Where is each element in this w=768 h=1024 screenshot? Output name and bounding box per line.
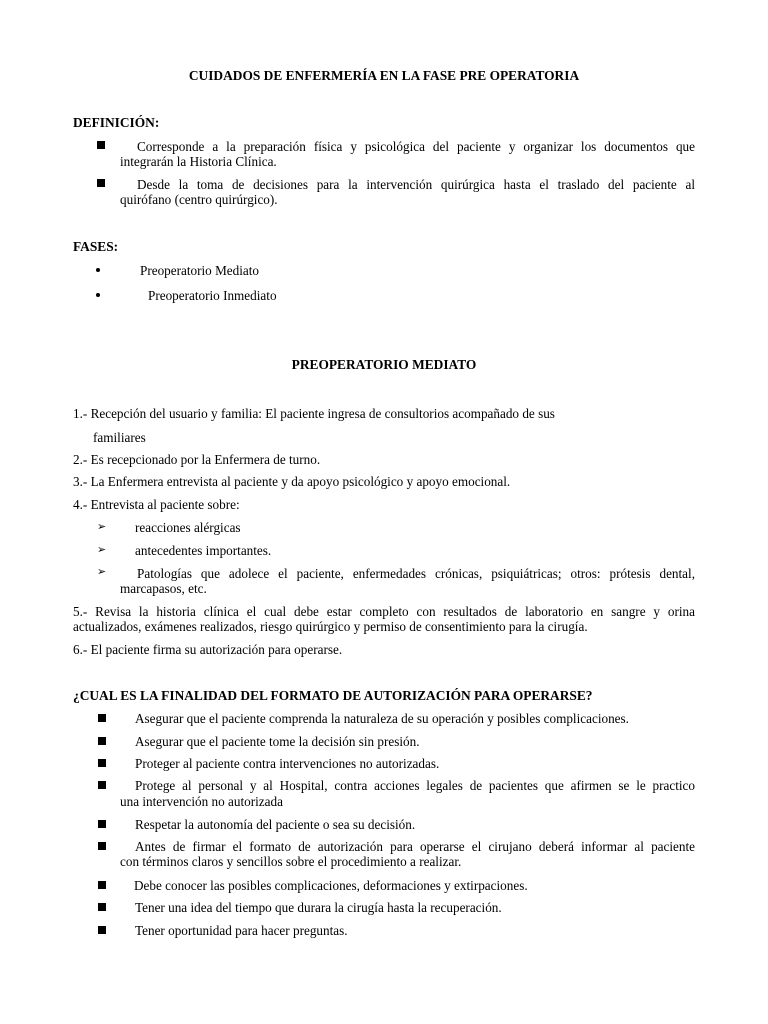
sub-item-2: antecedentes importantes. [135,543,272,558]
square-bullet-icon [98,737,106,745]
step-5-line1: 5.- Revisa la historia clínica el cual debe estar completo con resultados de laboratorio en sangre y orina [73,604,695,619]
mediato-heading: PREOPERATORIO MEDIATO [291,357,477,372]
square-bullet-icon [98,820,106,828]
finalidad-item-4-line2: una intervención no autorizada [120,794,283,809]
arrow-bullet-icon: ➢ [97,543,107,556]
step-1-line2: familiares [93,430,146,445]
square-bullet-icon [98,881,106,889]
step-3: 3.- La Enfermera entrevista al paciente y da apoyo psicológico y apoyo emocional. [73,474,511,489]
finalidad-heading: ¿CUAL ES LA FINALIDAD DEL FORMATO DE AUTORIZACIÓN PARA OPERARSE? [73,688,593,703]
fase-item-2: Preoperatorio Inmediato [148,288,277,303]
square-bullet-icon [98,903,106,911]
finalidad-item-3: Proteger al paciente contra intervenciones no autorizadas. [135,756,440,771]
step-2: 2.- Es recepcionado por la Enfermera de turno. [73,452,321,467]
arrow-bullet-icon: ➢ [97,520,107,533]
step-4: 4.- Entrevista al paciente sobre: [73,497,240,512]
finalidad-item-6-line1: Antes de firmar el formato de autorización para operarse el cirujano deberá informar al paciente [135,839,695,854]
square-bullet-icon [98,842,106,850]
sub-item-3-line2: marcapasos, etc. [120,581,207,596]
bullet-dot-icon [96,293,100,297]
finalidad-item-7: Debe conocer las posibles complicaciones, deformaciones y extirpaciones. [134,878,528,893]
definicion-item-1-line1: Corresponde a la preparación física y psicológica del paciente y organizar los documentos que [137,139,695,154]
finalidad-item-9: Tener oportunidad para hacer preguntas. [135,923,348,938]
document-title: CUIDADOS DE ENFERMERÍA EN LA FASE PRE OPERATORIA [188,68,580,83]
finalidad-item-1: Asegurar que el paciente comprenda la naturaleza de su operación y posibles complicaciones. [135,711,629,726]
sub-item-3-line1: Patologías que adolece el paciente, enfermedades crónicas, psiquiátricas; otros: prótesis dental, [137,566,695,581]
square-bullet-icon [97,141,105,149]
definicion-heading: DEFINICIÓN: [73,115,160,130]
square-bullet-icon [98,926,106,934]
finalidad-item-2: Asegurar que el paciente tome la decisión sin presión. [135,734,420,749]
square-bullet-icon [98,759,106,767]
step-1-line1: 1.- Recepción del usuario y familia: El paciente ingresa de consultorios acompañado de sus [73,406,555,421]
fase-item-1: Preoperatorio Mediato [140,263,260,278]
finalidad-item-8: Tener una idea del tiempo que durara la cirugía hasta la recuperación. [135,900,502,915]
arrow-bullet-icon: ➢ [97,565,107,578]
fases-heading: FASES: [73,239,119,254]
step-6: 6.- El paciente firma su autorización para operarse. [73,642,343,657]
sub-item-1: reacciones alérgicas [135,520,241,535]
definicion-item-1-line2: integrarán la Historia Clínica. [120,154,277,169]
definicion-item-2-line1: Desde la toma de decisiones para la intervención quirúrgica hasta el traslado del paciente al [137,177,695,192]
square-bullet-icon [97,179,105,187]
finalidad-item-5: Respetar la autonomía del paciente o sea su decisión. [135,817,416,832]
bullet-dot-icon [96,268,100,272]
finalidad-item-4-line1: Protege al personal y al Hospital, contra acciones legales de pacientes que afirmen se le practico [135,778,695,793]
finalidad-item-6-line2: con términos claros y sencillos sobre el procedimiento a realizar. [120,854,462,869]
definicion-item-2-line2: quirófano (centro quirúrgico). [120,192,278,207]
square-bullet-icon [98,714,106,722]
square-bullet-icon [98,781,106,789]
step-5-line2: actualizados, exámenes realizados, riesgo quirúrgico y permiso de consentimiento para la cirugía. [73,619,588,634]
